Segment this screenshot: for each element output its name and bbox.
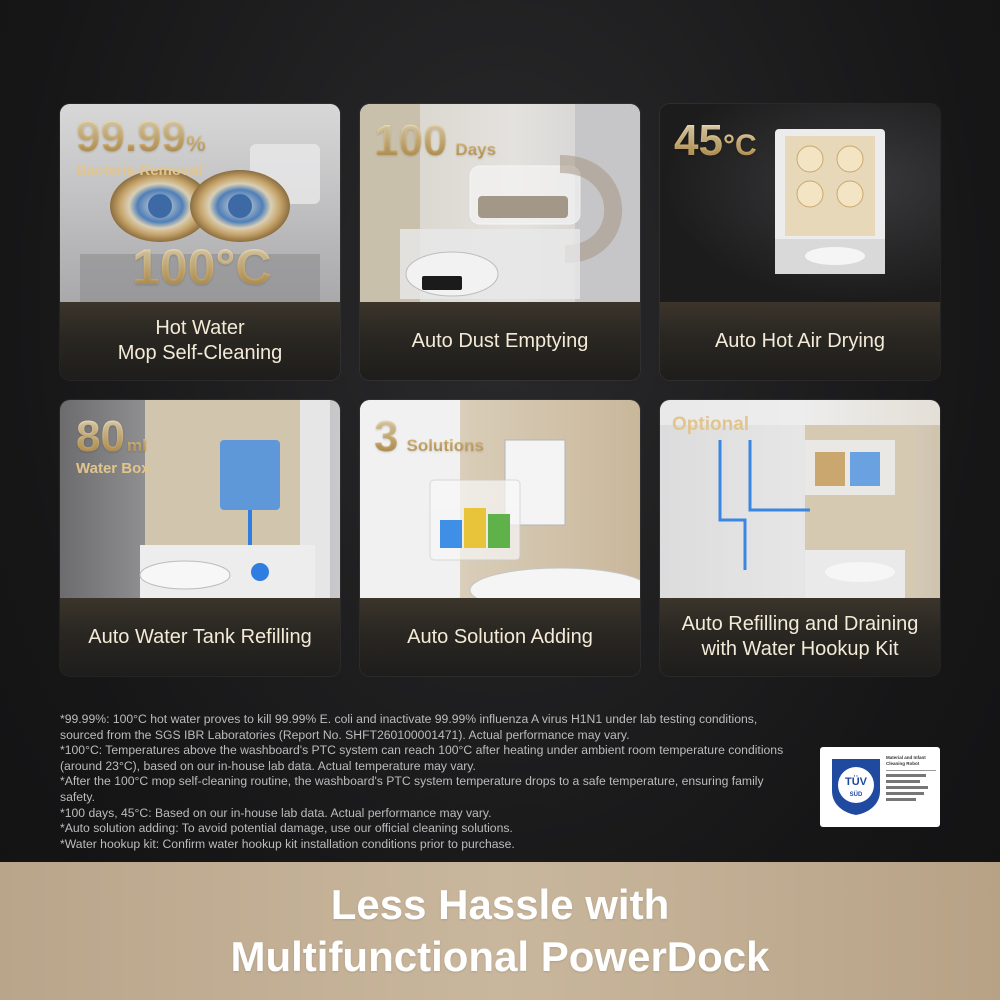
feature-card-hot-air-drying [660, 104, 940, 380]
bottom-banner [0, 862, 1000, 1000]
feature-card-solution-adding [360, 400, 640, 676]
stat-number: 99.99% [76, 112, 206, 161]
tuv-certification-badge [820, 747, 940, 827]
caption-line: Hot Water [155, 317, 245, 339]
caption-line: Mop Self-Cleaning [117, 342, 283, 364]
feature-caption [360, 302, 640, 380]
caption-line: Auto Refilling and Draining [681, 613, 919, 635]
feature-caption [60, 302, 340, 380]
footnote: *99.99%: 100°C hot water proves to kill 99.99% E. coli and inactivate 99.99% influenza A virus H1N1 under lab testing conditions, sourced from the SGS IBR Laboratories (Report No. SHFT260100001471). Actual performance may vary. [60, 712, 758, 742]
stat-number: 3 Solutions [374, 412, 484, 461]
banner-line-2: Multifunctional PowerDock [230, 933, 770, 980]
stat-number: 45°C [674, 116, 757, 165]
feature-caption [660, 302, 940, 380]
caption-line: Auto Solution Adding [407, 625, 593, 648]
banner-line-1: Less Hassle with [330, 881, 670, 928]
feature-card-dust-emptying [360, 104, 640, 380]
stat-subtitle: Bacteria Removal [76, 162, 202, 179]
stat-unit: ml [126, 436, 147, 455]
footnote: *Auto solution adding: To avoid potential damage, use our official cleaning solutions. [60, 821, 513, 836]
temperature-overlay: 100°C [132, 239, 272, 295]
stat-subtitle: Water Box [76, 460, 150, 477]
feature-caption [660, 598, 940, 676]
caption-line: Auto Dust Emptying [411, 329, 589, 352]
caption-line: with Water Hookup Kit [701, 638, 899, 660]
svg-text:SÜD: SÜD [849, 792, 863, 798]
feature-card-water-tank [60, 400, 340, 676]
stat-number: 100 Days [374, 116, 497, 165]
badge-title: Material and Infant Cleaning Robot [886, 755, 926, 766]
feature-caption [360, 598, 640, 676]
svg-text:TÜV: TÜV [845, 776, 867, 788]
footnote: *100°C: Temperatures above the washboard's PTC system can reach 100°C after heating under ambient room temperature conditions (around 23°C), based on our in-house lab data. Actual temperature may vary. [60, 743, 784, 773]
feature-caption [60, 598, 340, 676]
footnotes [60, 712, 800, 852]
feature-card-hot-water [60, 104, 340, 380]
feature-card-water-hookup [660, 400, 940, 676]
caption-line: Auto Hot Air Drying [714, 329, 886, 352]
stat-unit: Solutions [406, 436, 484, 455]
tuv-shield-icon [828, 755, 884, 817]
badge-text [886, 755, 936, 801]
footnote: *Water hookup kit: Confirm water hookup kit installation conditions prior to purchase. [60, 836, 515, 851]
caption-line: Auto Water Tank Refilling [88, 625, 312, 648]
stat-unit: Days [455, 140, 497, 159]
footnote: *After the 100°C mop self-cleaning routine, the washboard's PTC system temperature drops to a safe temperature, ensuring family safety. [60, 774, 764, 804]
stat-unit: % [186, 131, 206, 156]
footnote: *100 days, 45°C: Based on our in-house lab data. Actual performance may vary. [60, 805, 492, 820]
optional-label: Optional [672, 414, 750, 435]
stat-unit: °C [722, 129, 757, 162]
stat-number: 80 ml [76, 412, 147, 461]
